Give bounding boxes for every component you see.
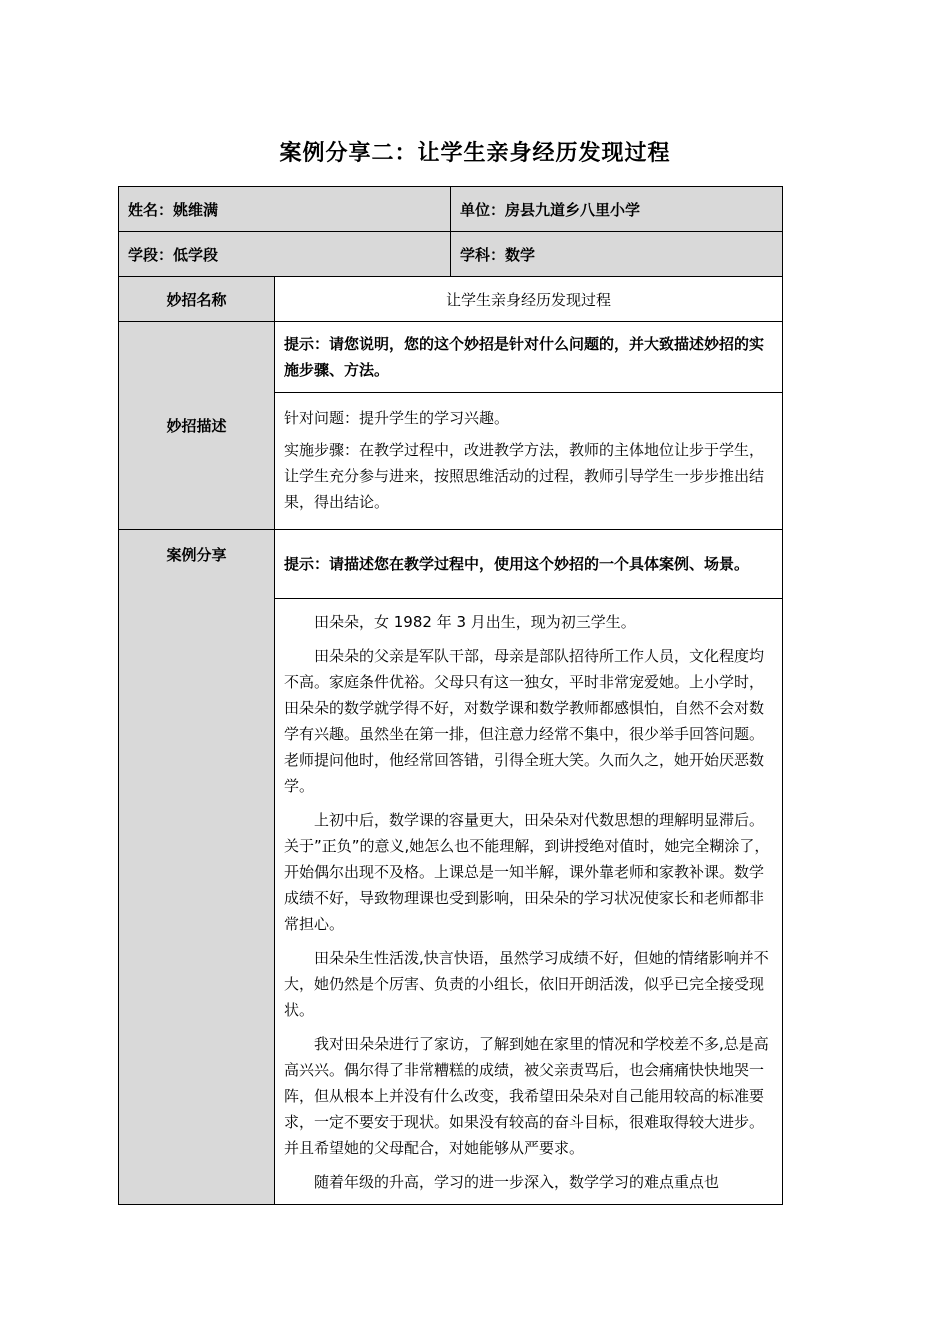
stage-cell: 学段：低学段	[119, 232, 451, 277]
trick-desc-content	[275, 393, 783, 530]
case-form-table	[118, 186, 783, 1205]
trick-desc-hint: 提示：请您说明，您的这个妙招是针对什么问题的，并大致描述妙招的实施步骤、方法。	[275, 322, 783, 393]
trick-problem: 针对问题：提升学生的学习兴趣。	[284, 409, 510, 427]
case-paragraph: 我对田朵朵进行了家访，了解到她在家里的情况和学校差不多,总是高高兴兴。偶尔得了非常糟糕的成绩，被父亲责骂后，也会痛痛快快地哭一阵，但从根本上并没有什么改变，我希望田朵朵对自己能用较高的标准要求，一定不要安于现状。如果没有较高的奋斗目标，很难取得较大进步。并且希望她的父母配合，对她能够从严要求。	[284, 1035, 769, 1157]
subject-cell: 学科：数学	[451, 232, 783, 277]
case-hint: 提示：请描述您在教学过程中，使用这个妙招的一个具体案例、场景。	[275, 530, 783, 599]
trick-desc-label: 妙招描述	[119, 322, 275, 530]
case-label: 案例分享	[119, 530, 275, 1205]
case-content	[275, 599, 783, 1205]
case-paragraph: 田朵朵的父亲是军队干部，母亲是部队招待所工作人员，文化程度均不高。家庭条件优裕。父母只有这一独女，平时非常宠爱她。上小学时，田朵朵的数学就学得不好，对数学课和数学教师都感惧怕，自然不会对数学有兴趣。虽然坐在第一排，但注意力经常不集中，很少举手回答问题。老师提问他时，他经常回答错，引得全班大笑。久而久之，她开始厌恶数学。	[284, 647, 765, 795]
trick-name-label: 妙招名称	[119, 277, 275, 322]
trick-name-value: 让学生亲身经历发现过程	[275, 277, 783, 322]
case-paragraph: 田朵朵，女 1982 年 3 月出生，现为初三学生。	[314, 613, 636, 631]
unit-cell: 单位：房县九道乡八里小学	[451, 187, 783, 232]
case-paragraph: 上初中后，数学课的容量更大，田朵朵对代数思想的理解明显滞后。关于”正负”的意义,她怎么也不能理解，到讲授绝对值时，她完全糊涂了，开始偶尔出现不及格。上课总是一知半解，课外靠老师和家教补课。数学成绩不好，导致物理课也受到影响，田朵朵的学习状况使家长和老师都非常担心。	[284, 811, 770, 933]
case-paragraph: 田朵朵生性活泼,快言快语，虽然学习成绩不好，但她的情绪影响并不大，她仍然是个厉害、负责的小组长，依旧开朗活泼，似乎已完全接受现状。	[284, 949, 769, 1019]
trick-steps: 实施步骤：在教学过程中，改进教学方法，教师的主体地位让步于学生，让学生充分参与进来，按照思维活动的过程，教师引导学生一步步推出结果，得出结论。	[284, 441, 765, 511]
case-paragraph: 随着年级的升高，学习的进一步深入，数学学习的难点重点也	[314, 1173, 720, 1191]
name-cell: 姓名：姚维满	[119, 187, 451, 232]
page-title: 案例分享二：让学生亲身经历发现过程	[279, 141, 671, 166]
